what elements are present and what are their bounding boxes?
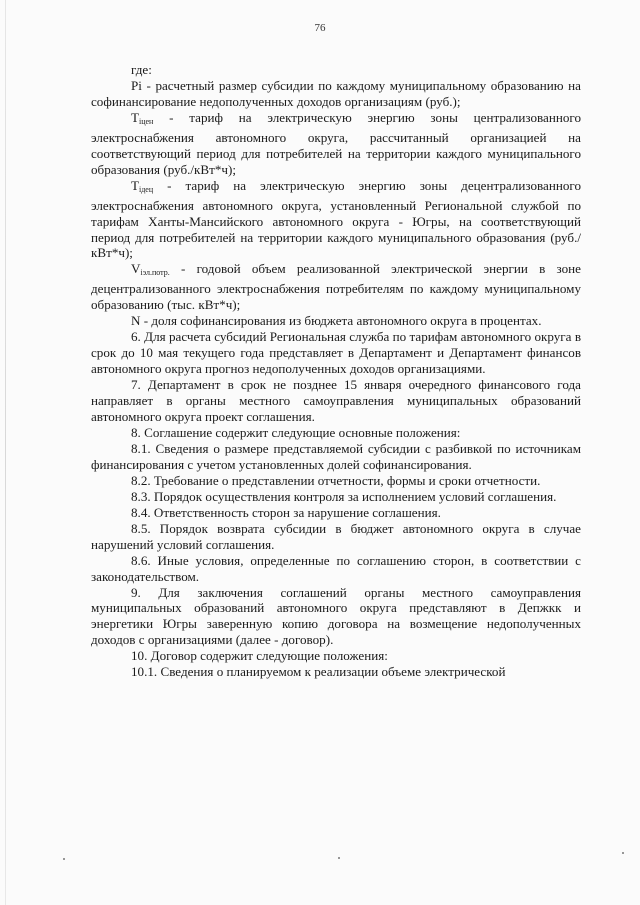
paragraph-6: 6. Для расчета субсидий Региональная служба по тарифам автономного округа в срок до 10 мая текущего года представляет в Департамент и Департамент финансов автономного округа прогноз недополученных доходов организациями.	[91, 329, 581, 377]
scan-speck	[622, 852, 624, 854]
definition-text: - тариф на электрическую энергию зоны децентрализованного электроснабжения автономного округа, установленный Региональной службой по тарифам Ханты-Мансийского автономного округа - Югры, на соответствующий период для потребителей на территории каждого муниципального образования (руб./кВт*ч);	[91, 177, 581, 261]
paragraph-10-1: 10.1. Сведения о планируемом к реализации объеме электрической	[131, 664, 506, 680]
document-body	[91, 62, 581, 680]
definition-symbol: T	[131, 177, 139, 193]
definition-subscript: iдец	[139, 184, 154, 194]
scan-speck	[338, 857, 340, 859]
definition-tcen	[91, 110, 581, 178]
paragraph-8: 8. Соглашение содержит следующие основные положения:	[131, 424, 461, 440]
paragraph-8-3: 8.3. Порядок осуществления контроля за исполнением условий соглашения.	[131, 488, 557, 504]
scan-speck	[63, 858, 65, 860]
definition-symbol: V	[131, 261, 141, 277]
paragraph-8-2: 8.2. Требование о представлении отчетности, формы и сроки отчетности.	[131, 472, 541, 488]
definition-symbol: Pi	[131, 77, 142, 93]
paragraph-7: 7. Департамент в срок не позднее 15 января очередного финансового года направляет в органы местного самоуправления муниципальных образований автономного округа проект соглашения.	[91, 377, 581, 425]
definition-symbol: N	[131, 313, 141, 329]
definition-pi	[91, 78, 581, 110]
page-number: 76	[314, 22, 326, 34]
paragraph-9: 9. Для заключения соглашений органы местного самоуправления муниципальных образований автономного округа представляют в Депжкк и энергетики Югры заверенную копию договора на возмещение недополученных доходов с организациями (далее - договор).	[91, 584, 581, 648]
definition-symbol: T	[131, 109, 139, 125]
definition-tdec	[91, 178, 581, 262]
definition-subscript: iцен	[139, 116, 154, 126]
where-label: где:	[131, 62, 152, 77]
definition-text: - расчетный размер субсидии по каждому муниципальному образованию на софинансирование недополученных доходов организациям (руб.);	[91, 77, 581, 109]
definition-v	[91, 261, 581, 313]
paragraph-8-5: 8.5. Порядок возврата субсидии в бюджет автономного округа в случае нарушений условий соглашения.	[91, 520, 581, 552]
definition-text: - доля софинансирования из бюджета автономного округа в процентах.	[140, 313, 542, 329]
definition-text: - тариф на электрическую энергию зоны централизованного электроснабжения автономного округа, рассчитанный организацией на соответствующий период для потребителей на территории каждого муниципального образования (руб./кВт*ч);	[91, 109, 581, 177]
scan-margin-line	[5, 0, 6, 905]
definition-subscript: iэл.потр.	[140, 268, 170, 278]
paragraph-8-1: 8.1. Сведения о размере представляемой субсидии с разбивкой по источникам финансирования с учетом установленных долей софинансирования.	[91, 440, 581, 472]
paragraph-8-6: 8.6. Иные условия, определенные по соглашению сторон, в соответствии с законодательством.	[91, 552, 581, 584]
paragraph-8-4: 8.4. Ответственность сторон за нарушение соглашения.	[131, 504, 441, 520]
paragraph-10: 10. Договор содержит следующие положения:	[131, 648, 388, 664]
definition-text: - годовой объем реализованной электрической энергии в зоне децентрализованного электроснабжения потребителям по каждому муниципальному образованию (тыс. кВт*ч);	[91, 261, 581, 313]
definition-n	[91, 313, 581, 329]
